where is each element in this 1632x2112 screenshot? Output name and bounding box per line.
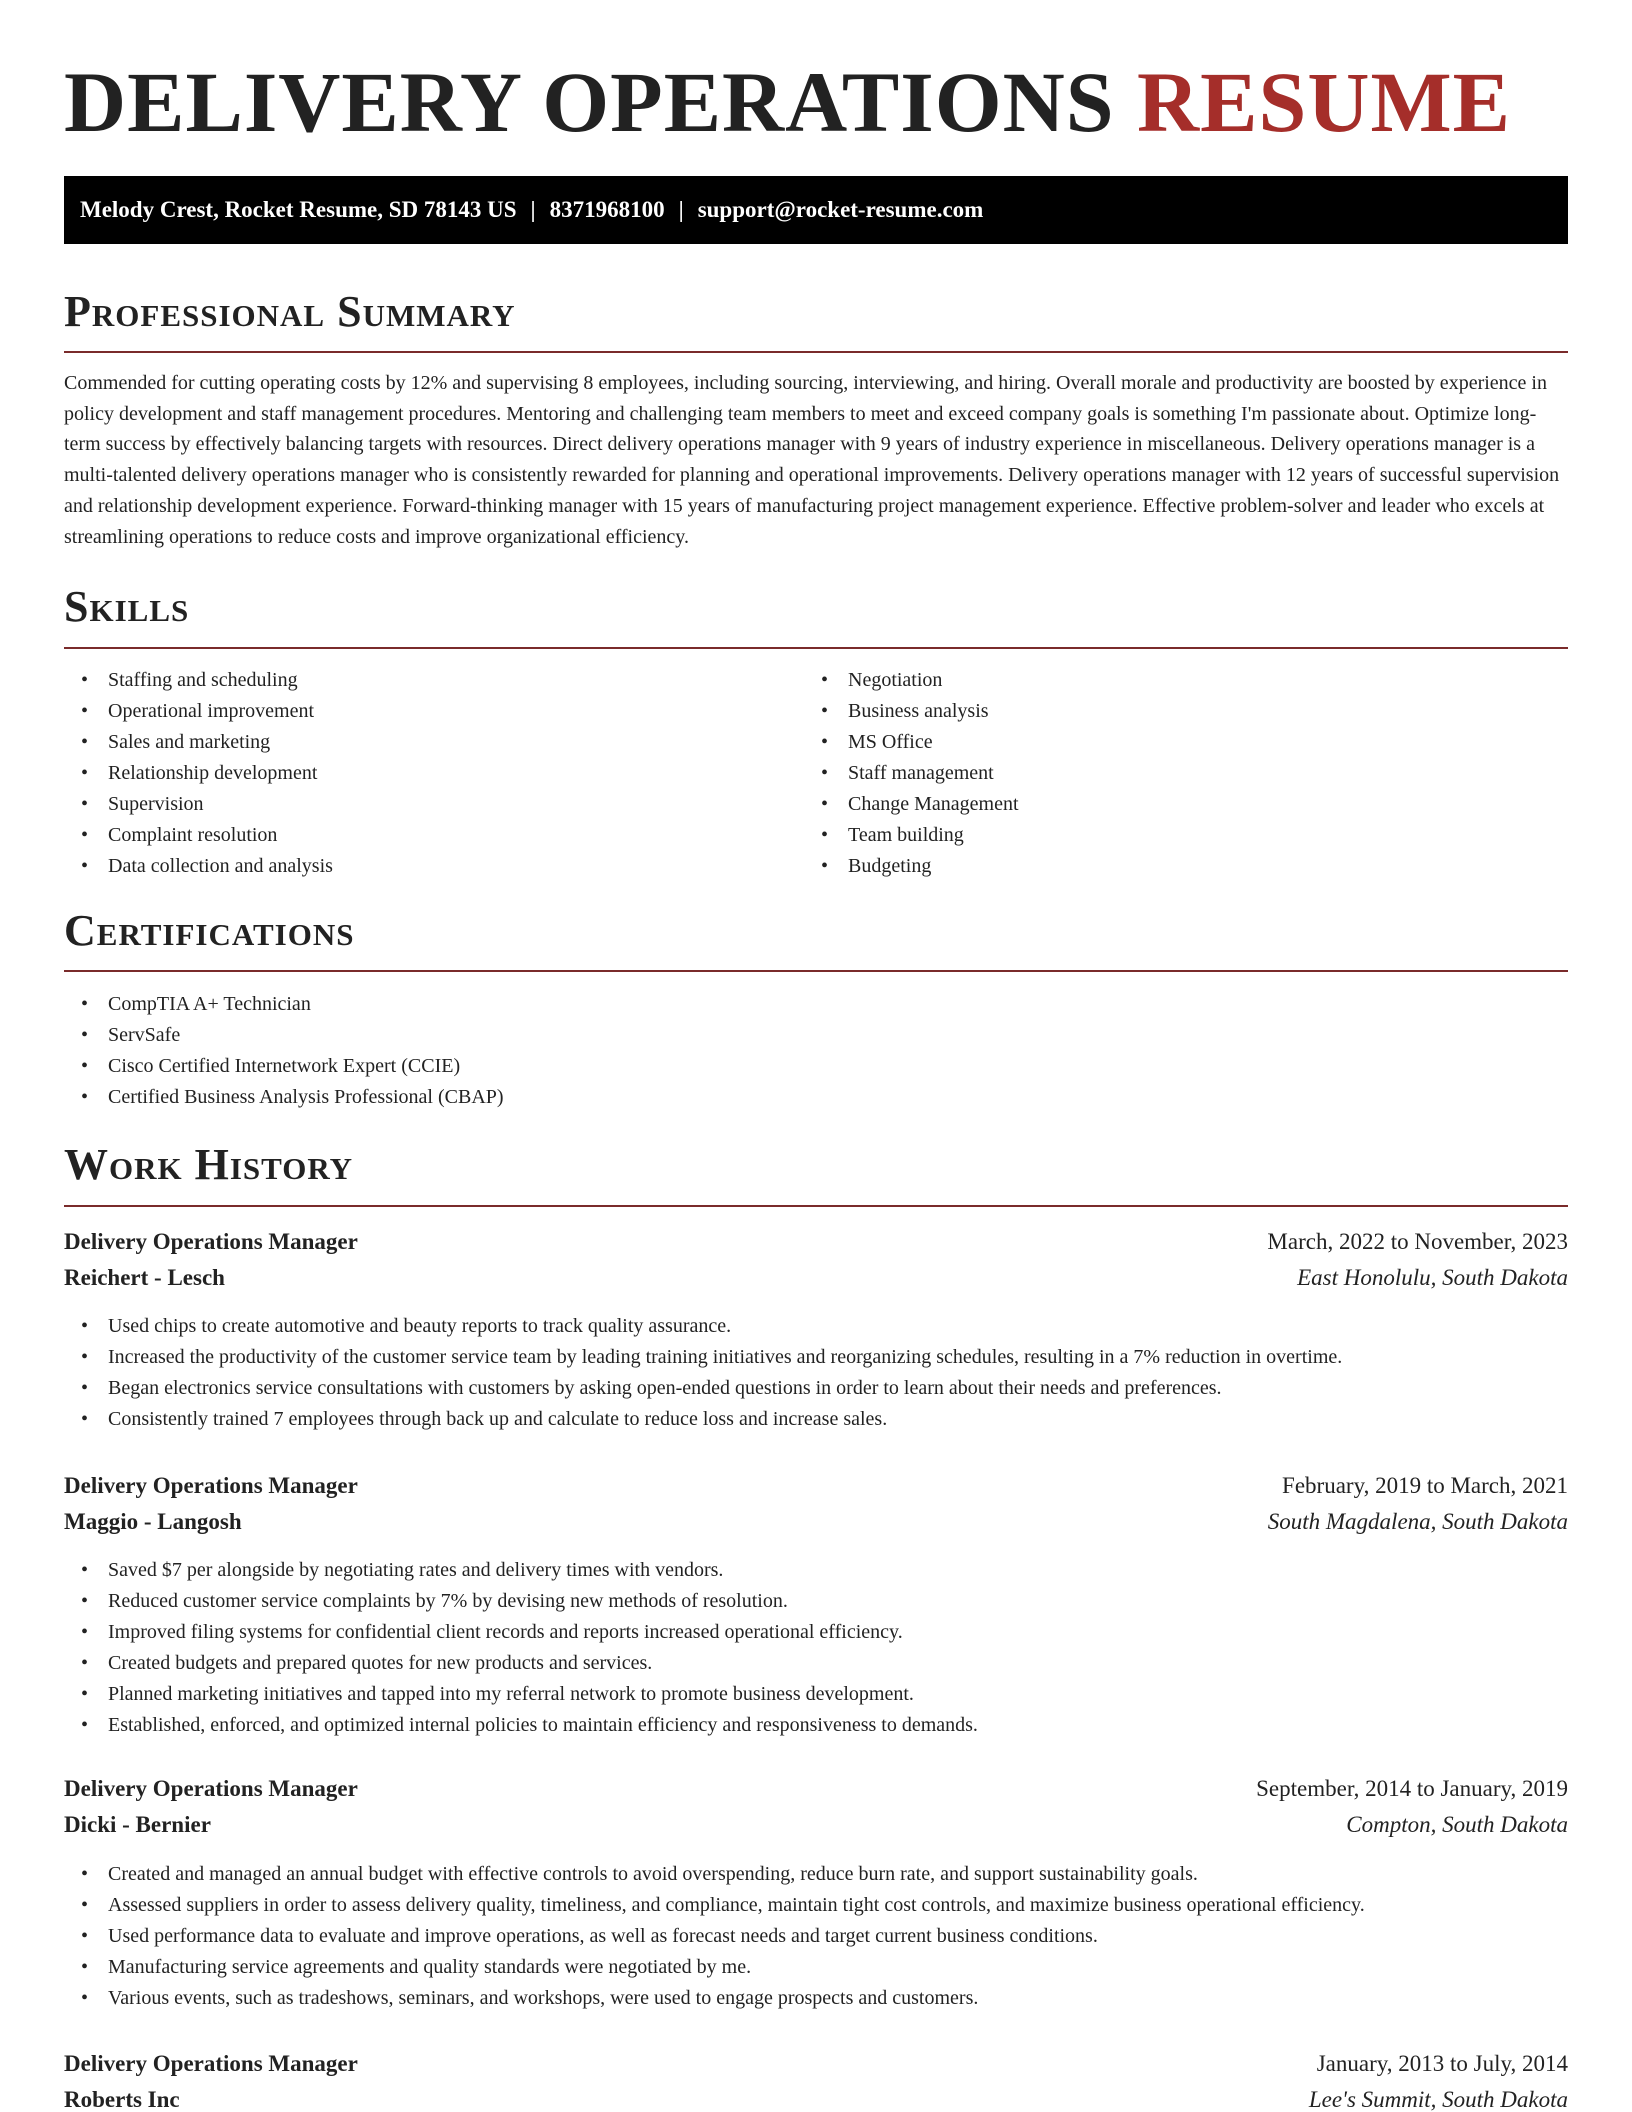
job-bullets (64, 1555, 978, 1741)
job-title: Delivery Operations Manager (64, 2051, 358, 2076)
job-bullet: • Created and managed an annual budget with effective controls to avoid overspending, reduce burn rate, and support sustainability goals. (64, 1859, 1365, 1890)
job-header-row (64, 1771, 1568, 1807)
job-company-row (64, 1260, 1568, 1296)
job-bullet: • Reduced customer service complaints by 7% by devising new methods of resolution. (64, 1586, 978, 1617)
certifications-heading: Certifications (64, 906, 355, 955)
job-company: Maggio - Langosh (64, 1509, 242, 1534)
skill-item: • Sales and marketing (64, 727, 333, 758)
summary-divider (64, 351, 1568, 353)
skill-item: • MS Office (804, 727, 1019, 758)
work-history-heading: Work History (64, 1140, 354, 1189)
job-location: East Honolulu, South Dakota (1297, 1265, 1568, 1290)
summary-text: Commended for cutting operating costs by 12% and supervising 8 employees, including sourcing, interviewing, and hiring. Overall morale and productivity are boosted by experience in policy development and staff management procedures. Mentoring and challenging team members to meet and exceed company goals is something I'm passionate about. Optimize long-term success by effectively balancing targets with resources. Direct delivery operations manager with 9 years of industry experience in miscellaneous. Delivery operations manager is a multi-talented delivery operations manager who is consistently rewarded for planning and operational improvements. Delivery operations manager with 12 years of successful supervision and relationship development experience. Forward-thinking manager with 15 years of manufacturing project management experience. Effective problem-solver and leader who excels at streamlining operations to reduce costs and improve organizational efficiency. (64, 372, 1560, 548)
skill-item: • Staffing and scheduling (64, 665, 333, 696)
certification-item: • ServSafe (64, 1020, 504, 1051)
job-title: Delivery Operations Manager (64, 1473, 358, 1498)
job-bullet: • Increased the productivity of the customer service team by leading training initiatives and reorganizing schedules, resulting in a 7% reduction in overtime. (64, 1342, 1342, 1373)
job-company-row (64, 2082, 1568, 2112)
certification-item: • Certified Business Analysis Professional (CBAP) (64, 1082, 504, 1113)
job-company: Dicki - Bernier (64, 1812, 211, 1837)
contact-phone[interactable]: 8371968100 (549, 197, 665, 222)
job-dates: February, 2019 to March, 2021 (1282, 1473, 1568, 1498)
job-bullets (64, 1311, 1342, 1435)
certification-item: • Cisco Certified Internetwork Expert (CCIE) (64, 1051, 504, 1082)
skill-item: • Staff management (804, 758, 1019, 789)
skill-item: • Data collection and analysis (64, 851, 333, 882)
job-location: South Magdalena, South Dakota (1267, 1509, 1568, 1534)
job-title: Delivery Operations Manager (64, 1229, 358, 1254)
job-bullet: • Used performance data to evaluate and improve operations, as well as forecast needs and target current business conditions. (64, 1921, 1365, 1952)
contact-separator: | (530, 197, 536, 222)
job-header-row (64, 2046, 1568, 2082)
job-header-row (64, 1468, 1568, 1504)
job-company: Reichert - Lesch (64, 1265, 225, 1290)
contact-bar (64, 176, 1568, 244)
job-company-row (64, 1807, 1568, 1843)
skill-item: • Relationship development (64, 758, 333, 789)
job-company: Roberts Inc (64, 2087, 180, 2112)
skills-list-left (64, 665, 333, 882)
job-bullet: • Consistently trained 7 employees through back up and calculate to reduce loss and increase sales. (64, 1404, 1342, 1435)
contact-email[interactable]: support@rocket-resume.com (697, 197, 984, 222)
job-bullet: • Various events, such as tradeshows, seminars, and workshops, were used to engage prospects and customers. (64, 1983, 1365, 2014)
job-location: Compton, South Dakota (1346, 1812, 1568, 1837)
job-bullet: • Saved $7 per alongside by negotiating rates and delivery times with vendors. (64, 1555, 978, 1586)
skills-list-right (804, 665, 1019, 882)
job-dates: September, 2014 to January, 2019 (1256, 1776, 1568, 1801)
skills-divider (64, 647, 1568, 649)
job-location: Lee's Summit, South Dakota (1308, 2087, 1568, 2112)
job-bullet: • Manufacturing service agreements and quality standards were negotiated by me. (64, 1952, 1365, 1983)
job-title: Delivery Operations Manager (64, 1776, 358, 1801)
skill-item: • Budgeting (804, 851, 1019, 882)
contact-separator: | (678, 197, 684, 222)
resume-title (64, 52, 1511, 152)
job-bullet: • Established, enforced, and optimized internal policies to maintain efficiency and responsiveness to demands. (64, 1710, 978, 1741)
skill-item: • Team building (804, 820, 1019, 851)
job-dates: January, 2013 to July, 2014 (1316, 2051, 1568, 2076)
skill-item: • Negotiation (804, 665, 1019, 696)
job-company-row (64, 1504, 1568, 1540)
skills-heading: Skills (64, 582, 190, 631)
job-bullet: • Used chips to create automotive and beauty reports to track quality assurance. (64, 1311, 1342, 1342)
summary-heading: Professional Summary (64, 287, 516, 336)
skill-item: • Business analysis (804, 696, 1019, 727)
certifications-divider (64, 970, 1568, 972)
job-bullet: • Planned marketing initiatives and tapped into my referral network to promote business development. (64, 1679, 978, 1710)
skill-item: • Operational improvement (64, 696, 333, 727)
job-bullet: • Began electronics service consultations with customers by asking open-ended questions in order to learn about their needs and preferences. (64, 1373, 1342, 1404)
skill-item: • Change Management (804, 789, 1019, 820)
job-bullet: • Created budgets and prepared quotes for new products and services. (64, 1648, 978, 1679)
skill-item: • Complaint resolution (64, 820, 333, 851)
certifications-list (64, 989, 504, 1113)
work-history-divider (64, 1205, 1568, 1207)
contact-address: Melody Crest, Rocket Resume, SD 78143 US (80, 197, 517, 222)
job-bullets (64, 1859, 1365, 2014)
title-accent: RESUME (1137, 54, 1511, 150)
title-main: DELIVERY OPERATIONS (64, 54, 1115, 150)
job-header-row (64, 1224, 1568, 1260)
skill-item: • Supervision (64, 789, 333, 820)
certification-item: • CompTIA A+ Technician (64, 989, 504, 1020)
job-dates: March, 2022 to November, 2023 (1267, 1229, 1568, 1254)
job-bullet: • Assessed suppliers in order to assess delivery quality, timeliness, and compliance, maintain tight cost controls, and maximize business operational efficiency. (64, 1890, 1365, 1921)
job-bullet: • Improved filing systems for confidential client records and reports increased operational efficiency. (64, 1617, 978, 1648)
